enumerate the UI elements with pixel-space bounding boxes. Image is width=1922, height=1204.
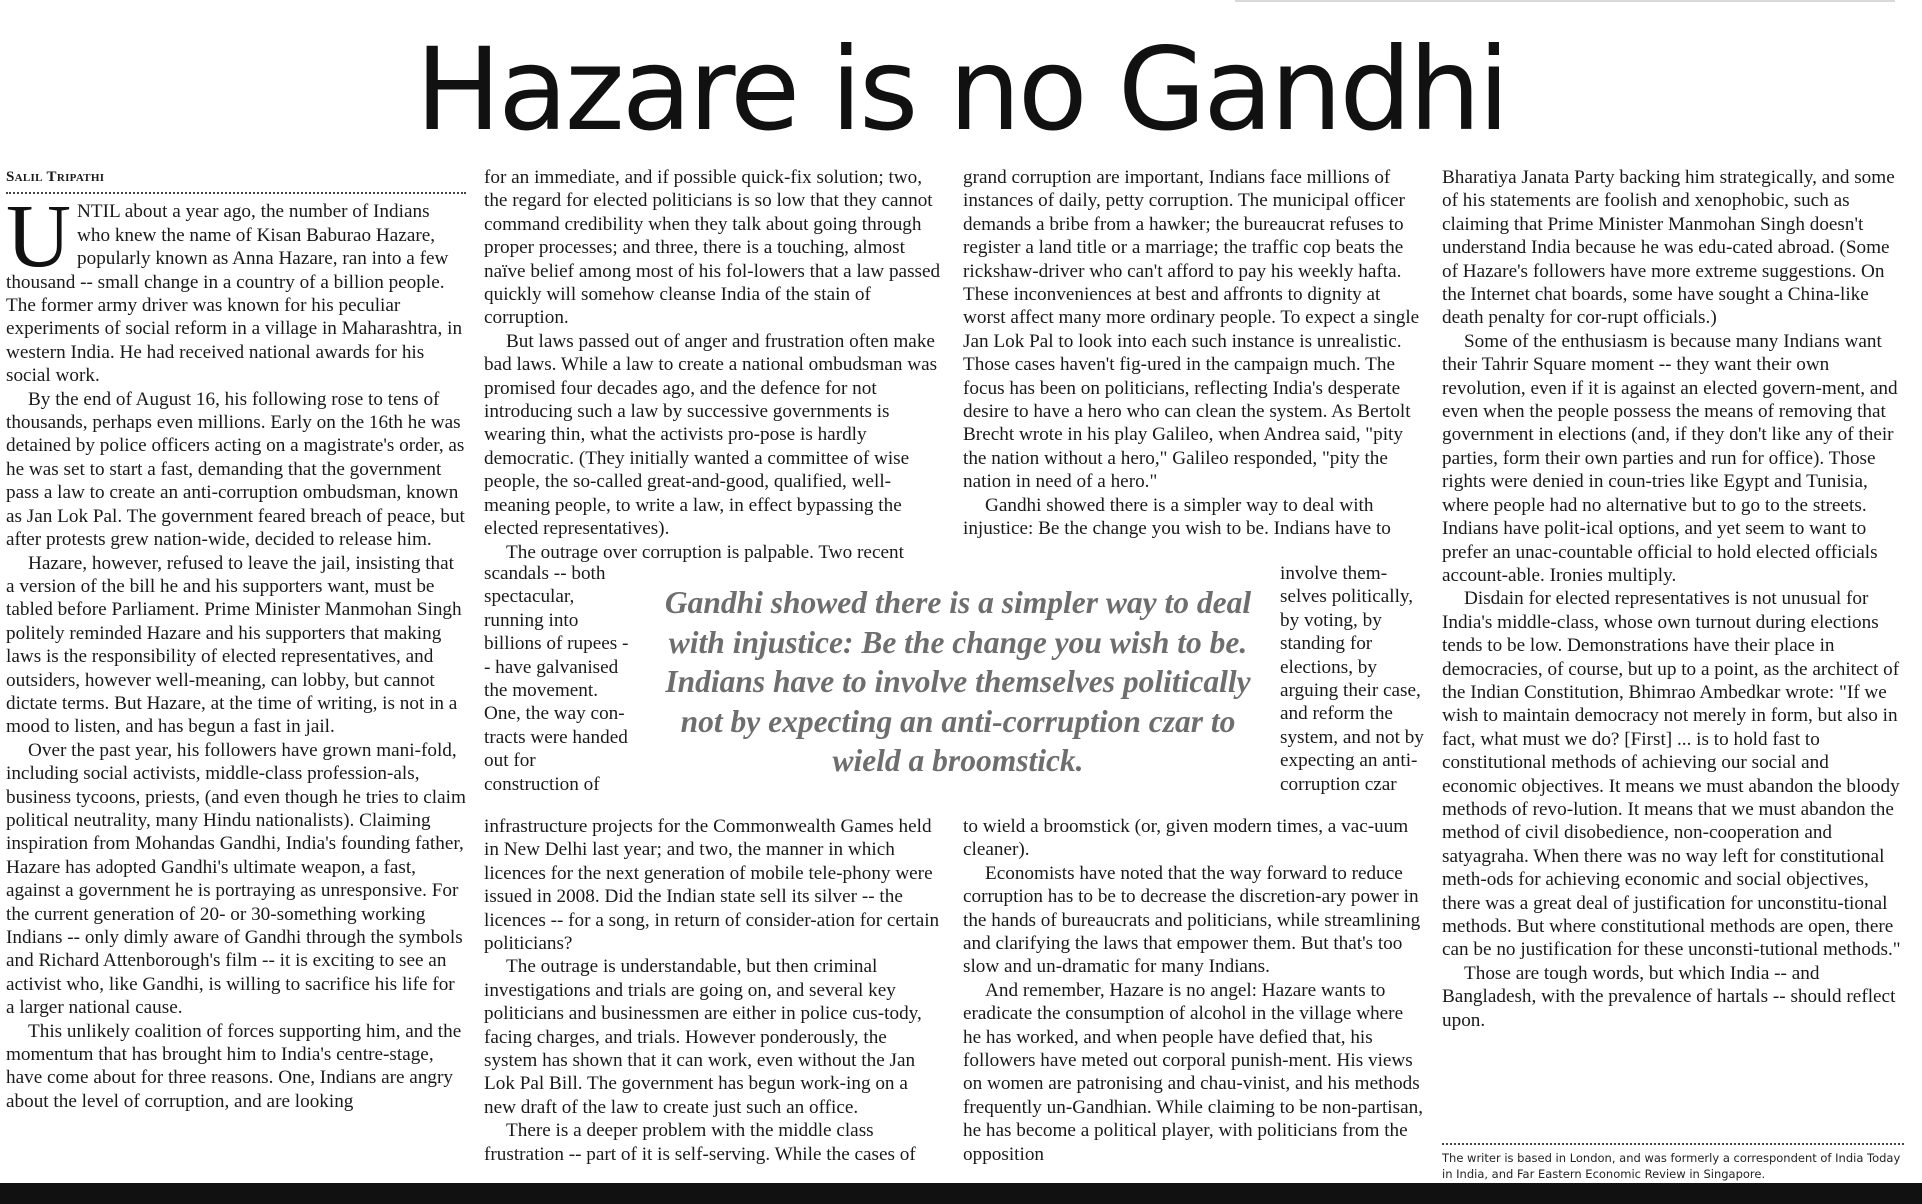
column-3 bbox=[963, 166, 1423, 541]
paragraph: Hazare, however, refused to leave the jail, insisting that a version of the bill he and his supporters want, must be tabled before Parliament. Prime Minister Manmohan Singh politely reminded Hazare and his supporters that making laws is the responsibility of elected representatives, and outsiders, however well-meaning, can lobby, but cannot dictate terms. But Hazare, at the time of writing, is not in a mood to listen, and has begun a fast in jail. bbox=[6, 552, 462, 738]
paragraph: And remember, Hazare is no angel: Hazare wants to eradicate the consumption of alcohol in the village where he has worked, and when people have defied that, his followers have meted out corporal punish-ment. His views on women are patronising and chau-vinist, and his methods frequently un-Gandhian. While claiming to be non-partisan, he has become a political player, with politicians from the opposition bbox=[963, 979, 1424, 1165]
paragraph: to wield a broomstick (or, given modern times, a vac-uum cleaner). bbox=[963, 816, 1409, 861]
paragraph: There is a deeper problem with the middle class frustration -- part of it is self-serving. While the cases of bbox=[484, 1120, 916, 1165]
top-strip bbox=[1235, 0, 1895, 2]
column-1 bbox=[6, 166, 466, 1113]
paragraph: The outrage over corruption is palpable. Two recent bbox=[506, 541, 904, 563]
paragraph: Those are tough words, but which India -- and Bangladesh, with the prevalence of hartals -- should reflect upon. bbox=[1442, 962, 1896, 1031]
paragraph: Economists have noted that the way forward to reduce corruption has to be to decrease the discretion-ary power in the hands of bureaucrats and politicians, while streamlining and clarifying the laws that empower them. But that's too slow and un-dramatic for many Indians. bbox=[963, 862, 1421, 978]
paragraph: By the end of August 16, his following rose to tens of thousands, perhaps even millions. Early on the 16th he was detained by police officers acting on a magistrate's order, as he was set to start a fast, demanding that the government pass a law to create an anti-corruption ombudsman, known as Jan Lok Pal. The government feared breach of peace, but after protests grew nation-wide, decided to release him. bbox=[6, 388, 465, 551]
paragraph: The outrage is understandable, but then criminal investigations and trials are going on, and several key politicians and businessmen are either in police cus-tody, facing charges, and trials. However ponderously, the system has shown that it can work, even without the Jan Lok Pal Bill. The government has begun work-ing on a new draft of the law to create just such an office. bbox=[484, 956, 922, 1118]
bottom-bar bbox=[0, 1183, 1922, 1204]
paragraph: for an immediate, and if possible quick-fix solution; two, the regard for elected politicians is so low that they cannot command credibility when they talk about going through proper processes; and three, there is a touching, almost naïve belief among most of his fol-lowers that a law passed quickly will somehow cleanse India of the stain of corruption. bbox=[484, 167, 941, 329]
column-3-wrap-text bbox=[1280, 562, 1425, 796]
author-footnote: The writer is based in London, and was formerly a correspondent of India Today in India, and Far Eastern Economic Review in Singapore. bbox=[1442, 1143, 1904, 1182]
column-2 bbox=[484, 166, 944, 564]
paragraph: Disdain for elected representatives is not unusual for India's middle-class, whose own turnout during elections tends to be low. Demonstrations have their place in democracies, of course, but up to a point, as the architect of the Indian Constitution, Bhimrao Ambedkar wrote: "If we wish to maintain democracy not merely in form, but also in fact, what must we do? [First] ... is to hold fast to constitutional methods of achieving our social and economic objectives. It means we must abandon the bloody methods of revo-lution. It means that we must abandon the method of civil disobedience, non-cooperation and satyagraha. When there was no way left for constitutional meth-ods for achieving economic and social objectives, there was a great deal of justification for unconstitu-tional methods. But where constitutional methods are open, there can be no justification for these unconsti-tutional methods." bbox=[1442, 588, 1901, 961]
paragraph: This unlikely coalition of forces supporting him, and the momentum that has brought him to India's centre-stage, have come about for three reasons. One, Indians are angry about the level of corruption, and are looking bbox=[6, 1020, 462, 1112]
paragraph: Over the past year, his followers have grown mani-fold, including social activists, middle-class profession-als, business tycoons, priests, (and even though he tries to claim political neutrality, many Hindu nationalists). Claiming inspiration from Mohandas Gandhi, India's founding father, Hazare has adopted Gandhi's ultimate weapon, a fast, against a government he is portraying as unresponsive. For the current generation of 20- or 30-something working Indians -- only dimly aware of Gandhi through the symbols and Richard Attenborough's film -- it is exciting to see an activist who, like Gandhi, is willing to sacrifice his life for a larger national cause. bbox=[6, 739, 466, 1019]
paragraph: involve them-selves politically, by voting, by standing for elections, by arguing their case, and reform the system, and not by expecting an anti-corruption czar bbox=[1280, 563, 1424, 795]
paragraph: UNTIL about a year ago, the number of Indians who knew the name of Kisan Baburao Hazare, popularly known as Anna Hazare, ran into a few thousand -- small change in a country of a billion people. The former army driver was known for his peculiar experiments of social reform in a village in Maharashtra, in western India. He had received national awards for his social work. bbox=[6, 187, 463, 387]
byline: Salil Tripathi bbox=[6, 166, 466, 194]
pull-quote: Gandhi showed there is a simpler way to deal with injustice: Be the change you wish to be. Indians have to involve themselves politically not by expecting an anti-corruption czar to wield a broomstick. bbox=[664, 585, 1252, 778]
column-3-lower bbox=[963, 815, 1423, 1166]
headline: Hazare is no Gandhi bbox=[415, 23, 1507, 156]
drop-cap: U bbox=[6, 187, 71, 287]
column-2-wrap-text bbox=[484, 562, 634, 796]
paragraph: Bharatiya Janata Party backing him strategically, and some of his statements are foolish and xenophobic, such as claiming that Prime Minister Manmohan Singh doesn't understand India because he was edu-cated abroad. (Some of Hazare's followers have more extreme suggestions. On the Internet chat boards, some have sought a China-like death penalty for cor-rupt officials.) bbox=[1442, 167, 1895, 329]
paragraph: scandals -- both spectacular, running into billions of rupees -- have galvanised the movement. One, the way con-tracts were handed out for construction of bbox=[484, 563, 629, 795]
paragraph: infrastructure projects for the Commonwealth Games held in New Delhi last year; and two, the manner in which licences for the next generation of mobile tele-phony were issued in 2008. Did the Indian state sell its silver -- the licences -- for a song, in return of consider-ation for certain politicians? bbox=[484, 816, 940, 955]
paragraph: grand corruption are important, Indians face millions of instances of daily, petty corruption. The municipal officer demands a bribe from a hawker; the bureaucrat refuses to register a land title or a marriage; the traffic cop beats the rickshaw-driver who can't afford to pay his weekly hafta. These inconveniences at best and affronts to dignity at worst affect many more ordinary people. To expect a single Jan Lok Pal to look into each such instance is unrealistic. Those cases haven't fig-ured in the campaign much. The focus has been on politicians, reflecting India's desperate desire to have a hero who can clean the system. As Bertolt Brecht wrote in his play Galileo, when Andrea said, "pity the nation without a hero," Galileo responded, "pity the nation in need of a hero." bbox=[963, 167, 1420, 493]
paragraph: Some of the enthusiasm is because many Indians want their Tahrir Square moment -- they want their own revolution, even if it is against an elected govern-ment, and even when the people possess the means of removing that government in elections (and, if they don't like any of their parties, form their own parties and run for office). Those rights were denied in coun-tries like Egypt and Tunisia, where people had no alternative but to go to the streets. Indians have polit-ical options, and yet seem to want to prefer an unac-countable official to hold elected officials account-able. Ironies multiply. bbox=[1442, 330, 1898, 586]
paragraph: But laws passed out of anger and frustration often make bad laws. While a law to create a national ombudsman was promised four decades ago, and the defence for not introducing such a law by successive governments is wearing thin, what the activists pro-pose is hardly democratic. (They initially wanted a committee of wise people, the so-called great-and-good, qualified, well-meaning people, to write a law, in effect bypassing the elected representatives). bbox=[484, 330, 938, 540]
column-2-lower bbox=[484, 815, 944, 1166]
column-4 bbox=[1442, 166, 1904, 1032]
paragraph: Gandhi showed there is a simpler way to deal with injustice: Be the change you wish to be. Indians have to bbox=[963, 494, 1391, 540]
